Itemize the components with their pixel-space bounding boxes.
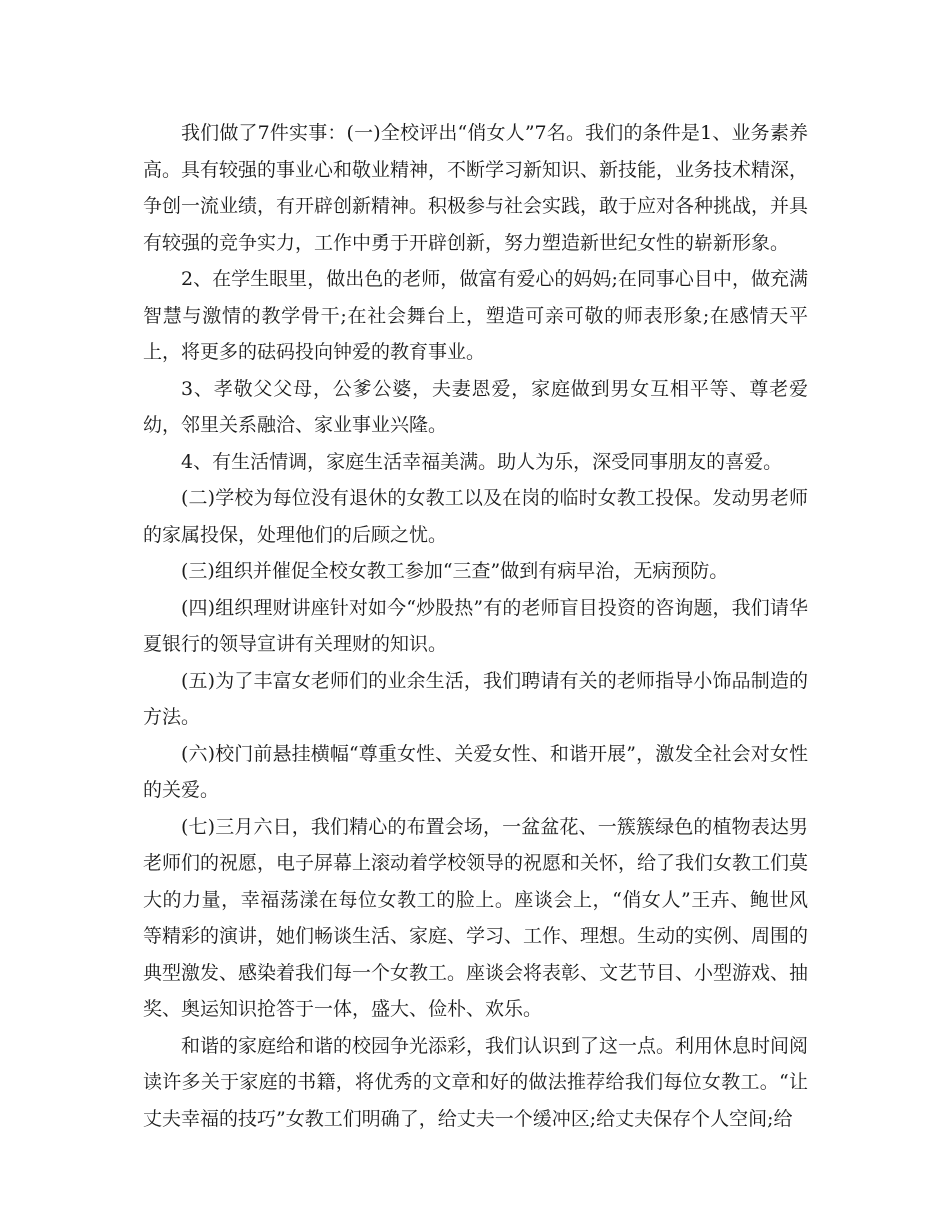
paragraph-11: 和谐的家庭给和谐的校园争光添彩，我们认识到了这一点。利用休息时间阅读许多关于家庭的书籍，将优秀的文章和好的做法推荐给我们每位女教工。“让丈夫幸福的技巧”女教工们明确了，给丈夫一个缓冲区;给丈夫保存个人空间;给 (143, 1034, 809, 1130)
paragraph-5: (二)学校为每位没有退休的女教工以及在岗的临时女教工投保。发动男老师的家属投保，处理他们的后顾之忧。 (143, 487, 808, 546)
paragraph-7: (四)组织理财讲座针对如今“炒股热”有的老师盲目投资的咨询题，我们请华夏银行的领导宣讲有关理财的知识。 (143, 596, 808, 655)
paragraph-6: (三)组织并催促全校女教工参加“三查”做到有病早治，无病预防。 (181, 560, 729, 582)
paragraph-3: 3、孝敬父父母，公爹公婆，夫妻恩爱，家庭做到男女互相平等、尊老爱幼，邻里关系融洽、家业事业兴隆。 (143, 377, 808, 436)
paragraph-10: (七)三月六日，我们精心的布置会场，一盆盆花、一簇簇绿色的植物表达男老师们的祝愿，电子屏幕上滚动着学校领导的祝愿和关怀，给了我们女教工们莫大的力量，幸福荡漾在每位女教工的脸上。座谈会上，“俏女人”王卉、鲍世风等精彩的演讲，她们畅谈生活、家庭、学习、工作、理想。生动的实例、周围的典型激发、感染着我们每一个女教工。座谈会将表彰、文艺节目、小型游戏、抽奖、奥运知识抢答于一体，盛大、俭朴、欢乐。 (143, 815, 809, 1020)
paragraph-8: (五)为了丰富女老师们的业余生活，我们聘请有关的老师指导小饰品制造的方法。 (143, 669, 808, 728)
document-body (143, 115, 808, 1137)
paragraph-1: 我们做了7件实事：(一)全校评出“俏女人”7名。我们的条件是1、业务素养高。具有较强的事业心和敬业精神，不断学习新知识、新技能，业务技术精深，争创一流业绩，有开辟创新精神。积极参与社会实践，敢于应对各种挑战，并具有较强的竞争实力，工作中勇于开辟创新，努力塑造新世纪女性的崭新形象。 (143, 122, 809, 254)
paragraph-9: (六)校门前悬挂横幅“尊重女性、关爱女性、和谐开展”，激发全社会对女性的关爱。 (143, 742, 808, 801)
paragraph-4: 4、有生活情调，家庭生活幸福美满。助人为乐，深受同事朋友的喜爱。 (181, 450, 783, 473)
paragraph-2: 2、在学生眼里，做出色的老师，做富有爱心的妈妈;在同事心目中，做充满智慧与激情的教学骨干;在社会舞台上，塑造可亲可敬的师表形象;在感情天平上，将更多的砝码投向钟爱的教育事业。 (143, 268, 808, 363)
